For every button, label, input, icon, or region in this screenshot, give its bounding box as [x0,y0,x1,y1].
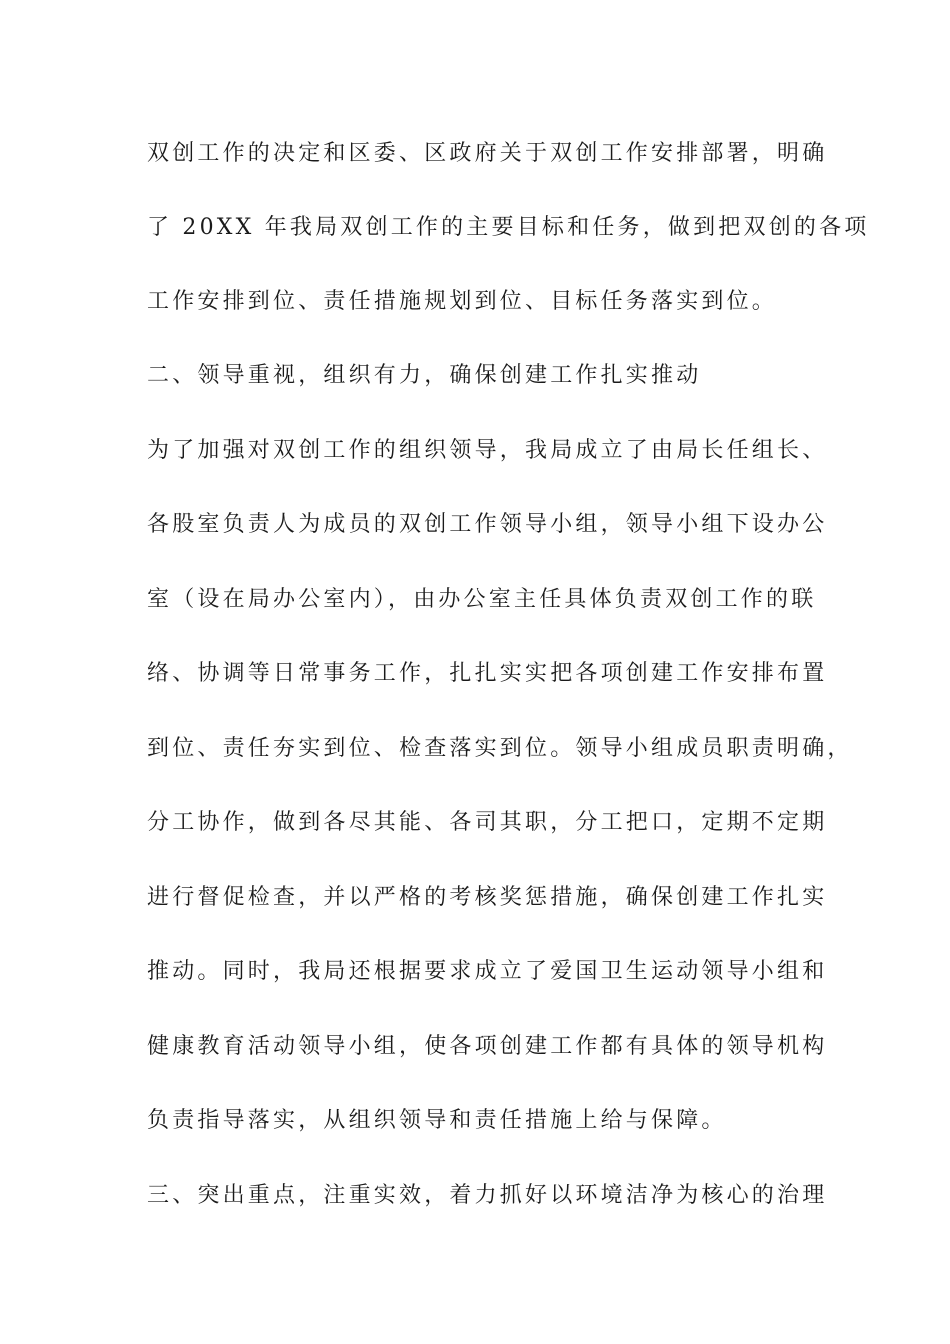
text-line: 健康教育活动领导小组，使各项创建工作都有具体的领导机构 [147,1034,828,1059]
text-line: 为了加强对双创工作的组织领导，我局成立了由局长任组长、 [147,438,828,463]
text-line: 分工协作，做到各尽其能、各司其职，分工把口，定期不定期 [147,810,828,835]
text-line: 室（设在局办公室内），由办公室主任具体负责双创工作的联 [147,587,817,612]
text-line: 到位、责任夯实到位、检查落实到位。领导小组成员职责明确， [147,736,853,761]
text-line: 双创工作的决定和区委、区政府关于双创工作安排部署，明确 [147,141,828,166]
text-line: 了 20XX 年我局双创工作的主要目标和任务，做到把双创的各项 [147,215,870,240]
text-line: 各股室负责人为成员的双创工作领导小组，领导小组下设办公 [147,512,828,537]
text-line: 推动。同时，我局还根据要求成立了爱国卫生运动领导小组和 [147,959,828,984]
text-line: 络、协调等日常事务工作，扎扎实实把各项创建工作安排布置 [147,661,828,686]
text-line: 负责指导落实，从组织领导和责任措施上给与保障。 [147,1108,727,1133]
text-line: 工作安排到位、责任措施规划到位、目标任务落实到位。 [147,289,778,314]
section-heading: 二、领导重视，组织有力，确保创建工作扎实推动 [147,363,702,388]
text-line: 进行督促检查，并以严格的考核奖惩措施，确保创建工作扎实 [147,885,828,910]
section-heading: 三、突出重点，注重实效，着力抓好以环境洁净为核心的治理 [147,1183,828,1208]
